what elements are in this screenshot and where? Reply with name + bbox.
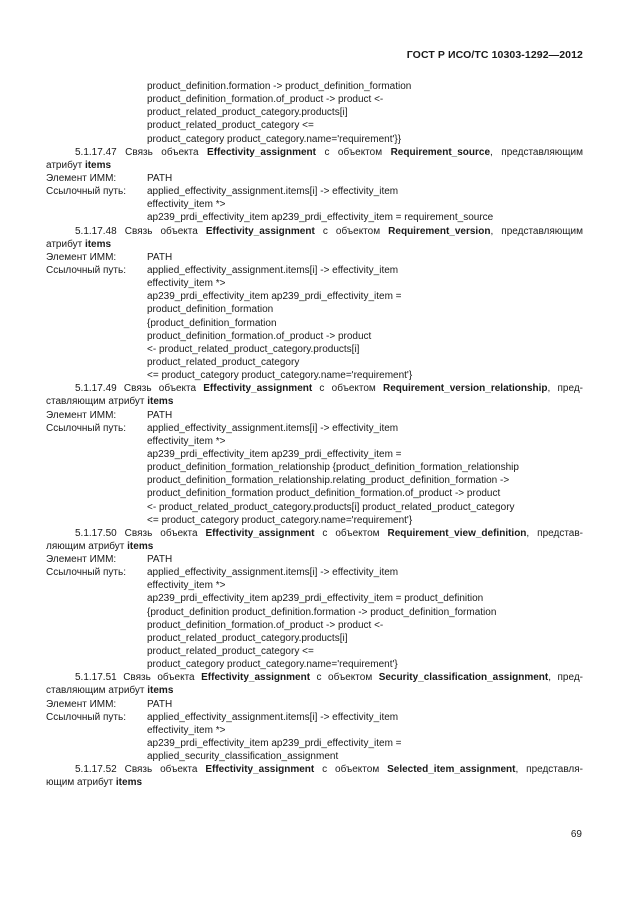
document-line (0, 540, 630, 553)
code-text: <= product_category product_category.name='requirement'} (147, 370, 413, 382)
field-label: Элемент ИММ: (46, 409, 117, 421)
section-heading (75, 671, 583, 684)
document-line (0, 435, 630, 448)
document-line (0, 409, 630, 422)
document-line (0, 198, 630, 211)
field-value: PATH (147, 409, 173, 421)
document-line (0, 356, 630, 369)
section-heading (75, 146, 583, 159)
document-line (0, 711, 630, 724)
entity-name: Selected_item_assignment (387, 764, 516, 776)
heading-continuation (46, 540, 153, 553)
document-line (0, 317, 630, 330)
field-value: PATH (147, 554, 173, 566)
section-heading (75, 382, 583, 395)
code-text: effectivity_item *> (147, 580, 226, 592)
heading-text: атрибут (46, 159, 85, 171)
heading-continuation (46, 395, 173, 408)
field-value: applied_effectivity_assignment.items[i] -> effectivity_item (147, 264, 399, 276)
section-heading (75, 225, 583, 238)
code-text: ap239_prdi_effectivity_item ap239_prdi_effectivity_item = (147, 448, 402, 460)
heading-text: 5.1.17.48 Связь объекта (75, 225, 206, 237)
entity-name: Requirement_source (390, 146, 491, 158)
code-text: product_related_product_category <= (147, 646, 314, 658)
standard-header: ГОСТ Р ИСО/ТС 10303-1292—2012 (406, 49, 583, 61)
document-line (0, 619, 630, 632)
document-line (0, 671, 630, 684)
heading-continuation (46, 684, 173, 697)
document-line (0, 277, 630, 290)
code-text: effectivity_item *> (147, 435, 226, 447)
heading-continuation (46, 776, 142, 789)
document-line (0, 93, 630, 106)
document-line (0, 133, 630, 146)
field-value: PATH (147, 251, 173, 263)
document-line (0, 684, 630, 697)
entity-name: Effectivity_assignment (207, 146, 316, 158)
field-label: Ссылочный путь: (46, 422, 126, 434)
document-line (0, 566, 630, 579)
document-line (0, 382, 630, 395)
code-text: product_definition_formation.of_product -> product <- (147, 619, 384, 631)
code-text: product_definition_formation product_definition_formation.of_product -> product (147, 488, 501, 500)
heading-text: , пред- (547, 383, 583, 395)
code-text: effectivity_item *> (147, 278, 226, 290)
field-label: Элемент ИММ: (46, 172, 117, 184)
document-line (0, 251, 630, 264)
document-line (0, 724, 630, 737)
document-line (0, 80, 630, 93)
entity-name: Requirement_version (388, 225, 491, 237)
heading-text: , представляющим (490, 225, 583, 237)
document-line (0, 527, 630, 540)
document-line (0, 290, 630, 303)
field-value: PATH (147, 172, 173, 184)
field-value: applied_effectivity_assignment.items[i] -> effectivity_item (147, 567, 399, 579)
code-text: product_definition_formation_relationship {product_definition_formation_relationship (147, 462, 519, 474)
document-line (0, 776, 630, 789)
document-line (0, 763, 630, 776)
code-text: product_related_product_category.products[i] (147, 632, 348, 644)
code-text: product_definition_formation (147, 304, 274, 316)
document-line (0, 211, 630, 224)
field-label: Ссылочный путь: (46, 567, 126, 579)
code-text: product_category product_category.name='requirement'}} (147, 133, 402, 145)
document-line (0, 579, 630, 592)
code-text: {product_definition product_definition.formation -> product_definition_formation (147, 606, 497, 618)
heading-text: , представляющим (490, 146, 583, 158)
heading-text: с объектом (314, 764, 388, 776)
document-line (0, 395, 630, 408)
code-text: product_category product_category.name='requirement'} (147, 659, 398, 671)
code-text: applied_security_classification_assignment (147, 751, 339, 763)
heading-text: ставляющим атрибут (46, 685, 148, 697)
page-number: 69 (570, 829, 582, 840)
document-line (0, 119, 630, 132)
document-body (0, 80, 630, 790)
entity-name: items (147, 685, 174, 697)
document-line (0, 514, 630, 527)
document-line (0, 737, 630, 750)
code-text: product_related_product_category (147, 356, 300, 368)
heading-text: 5.1.17.51 Связь объекта (75, 672, 202, 684)
document-line (0, 106, 630, 119)
code-text: {product_definition_formation (147, 317, 277, 329)
heading-continuation (46, 238, 111, 251)
heading-text: с объектом (312, 383, 384, 395)
document-line (0, 422, 630, 435)
entity-name: Requirement_view_definition (387, 527, 527, 539)
field-label: Элемент ИММ: (46, 251, 117, 263)
heading-text: , пред- (548, 672, 583, 684)
entity-name: Security_classification_assignment (378, 672, 549, 684)
heading-text: атрибут (46, 238, 85, 250)
code-text: product_definition_formation.of_product -> product (147, 330, 372, 342)
entity-name: Effectivity_assignment (205, 527, 315, 539)
document-line (0, 474, 630, 487)
document-line (0, 487, 630, 500)
entity-name: Effectivity_assignment (201, 672, 311, 684)
document-line (0, 343, 630, 356)
document-line (0, 448, 630, 461)
document-line (0, 172, 630, 185)
field-value: PATH (147, 698, 173, 710)
document-line (0, 303, 630, 316)
entity-name: items (147, 396, 174, 408)
document-line (0, 146, 630, 159)
field-label: Элемент ИММ: (46, 554, 117, 566)
section-heading (75, 763, 583, 776)
document-line (0, 225, 630, 238)
code-text: product_definition_formation.of_product -> product <- (147, 94, 384, 106)
code-text: effectivity_item *> (147, 199, 226, 211)
document-line (0, 658, 630, 671)
code-text: product_definition.formation -> product_definition_formation (147, 81, 412, 92)
entity-name: items (115, 777, 143, 789)
document-line (0, 330, 630, 343)
entity-name: Effectivity_assignment (205, 225, 315, 237)
entity-name: Requirement_version_relationship (383, 383, 548, 395)
field-value: applied_effectivity_assignment.items[i] -> effectivity_item (147, 422, 399, 434)
field-label: Элемент ИММ: (46, 698, 117, 710)
entity-name: items (84, 159, 112, 171)
heading-text: , представля- (515, 764, 584, 776)
heading-text: с объектом (315, 146, 391, 158)
section-heading (75, 527, 583, 540)
code-text: <- product_related_product_category.products[i] product_related_product_category (147, 501, 515, 513)
code-text: effectivity_item *> (147, 724, 226, 736)
document-line (0, 750, 630, 763)
document-line (0, 369, 630, 382)
code-text: ap239_prdi_effectivity_item ap239_prdi_effectivity_item = requirement_source (147, 212, 494, 224)
document-line (0, 645, 630, 658)
code-text: <- product_related_product_category.products[i] (147, 343, 360, 355)
document-line (0, 501, 630, 514)
heading-continuation (46, 159, 111, 172)
heading-text: ставляющим атрибут (46, 396, 148, 408)
heading-text: 5.1.17.52 Связь объекта (75, 764, 206, 776)
document-line (0, 592, 630, 605)
code-text: product_related_product_category.products[i] (147, 107, 348, 119)
code-text: <= product_category product_category.name='requirement'} (147, 514, 413, 526)
heading-text: 5.1.17.49 Связь объекта (75, 383, 204, 395)
field-label: Ссылочный путь: (46, 711, 126, 723)
heading-text: ляющим атрибут (46, 540, 128, 552)
field-value: applied_effectivity_assignment.items[i] -> effectivity_item (147, 711, 399, 723)
field-value: applied_effectivity_assignment.items[i] -> effectivity_item (147, 186, 399, 198)
document-line (0, 185, 630, 198)
document-line (0, 159, 630, 172)
document-line (0, 461, 630, 474)
heading-text: 5.1.17.47 Связь объекта (75, 146, 208, 158)
code-text: ap239_prdi_effectivity_item ap239_prdi_effectivity_item = product_definition (147, 593, 484, 605)
entity-name: items (84, 238, 112, 250)
heading-text: с объектом (314, 225, 389, 237)
document-line (0, 606, 630, 619)
field-label: Ссылочный путь: (46, 264, 126, 276)
field-label: Ссылочный путь: (46, 186, 126, 198)
entity-name: Effectivity_assignment (203, 383, 313, 395)
entity-name: items (127, 540, 154, 552)
document-line (0, 698, 630, 711)
code-text: product_related_product_category <= (147, 120, 314, 132)
heading-text: с объектом (314, 527, 388, 539)
document-line (0, 238, 630, 251)
code-text: ap239_prdi_effectivity_item ap239_prdi_effectivity_item = (147, 291, 402, 303)
heading-text: , представ- (526, 527, 583, 539)
heading-text: с объектом (310, 672, 379, 684)
document-line (0, 264, 630, 277)
heading-text: 5.1.17.50 Связь объекта (75, 527, 206, 539)
code-text: product_definition_formation_relationship.relating_product_definition_formation -> (147, 475, 510, 487)
document-line (0, 632, 630, 645)
heading-text: ющим атрибут (46, 777, 116, 789)
document-line (0, 553, 630, 566)
entity-name: Effectivity_assignment (205, 764, 315, 776)
code-text: ap239_prdi_effectivity_item ap239_prdi_effectivity_item = (147, 738, 402, 750)
